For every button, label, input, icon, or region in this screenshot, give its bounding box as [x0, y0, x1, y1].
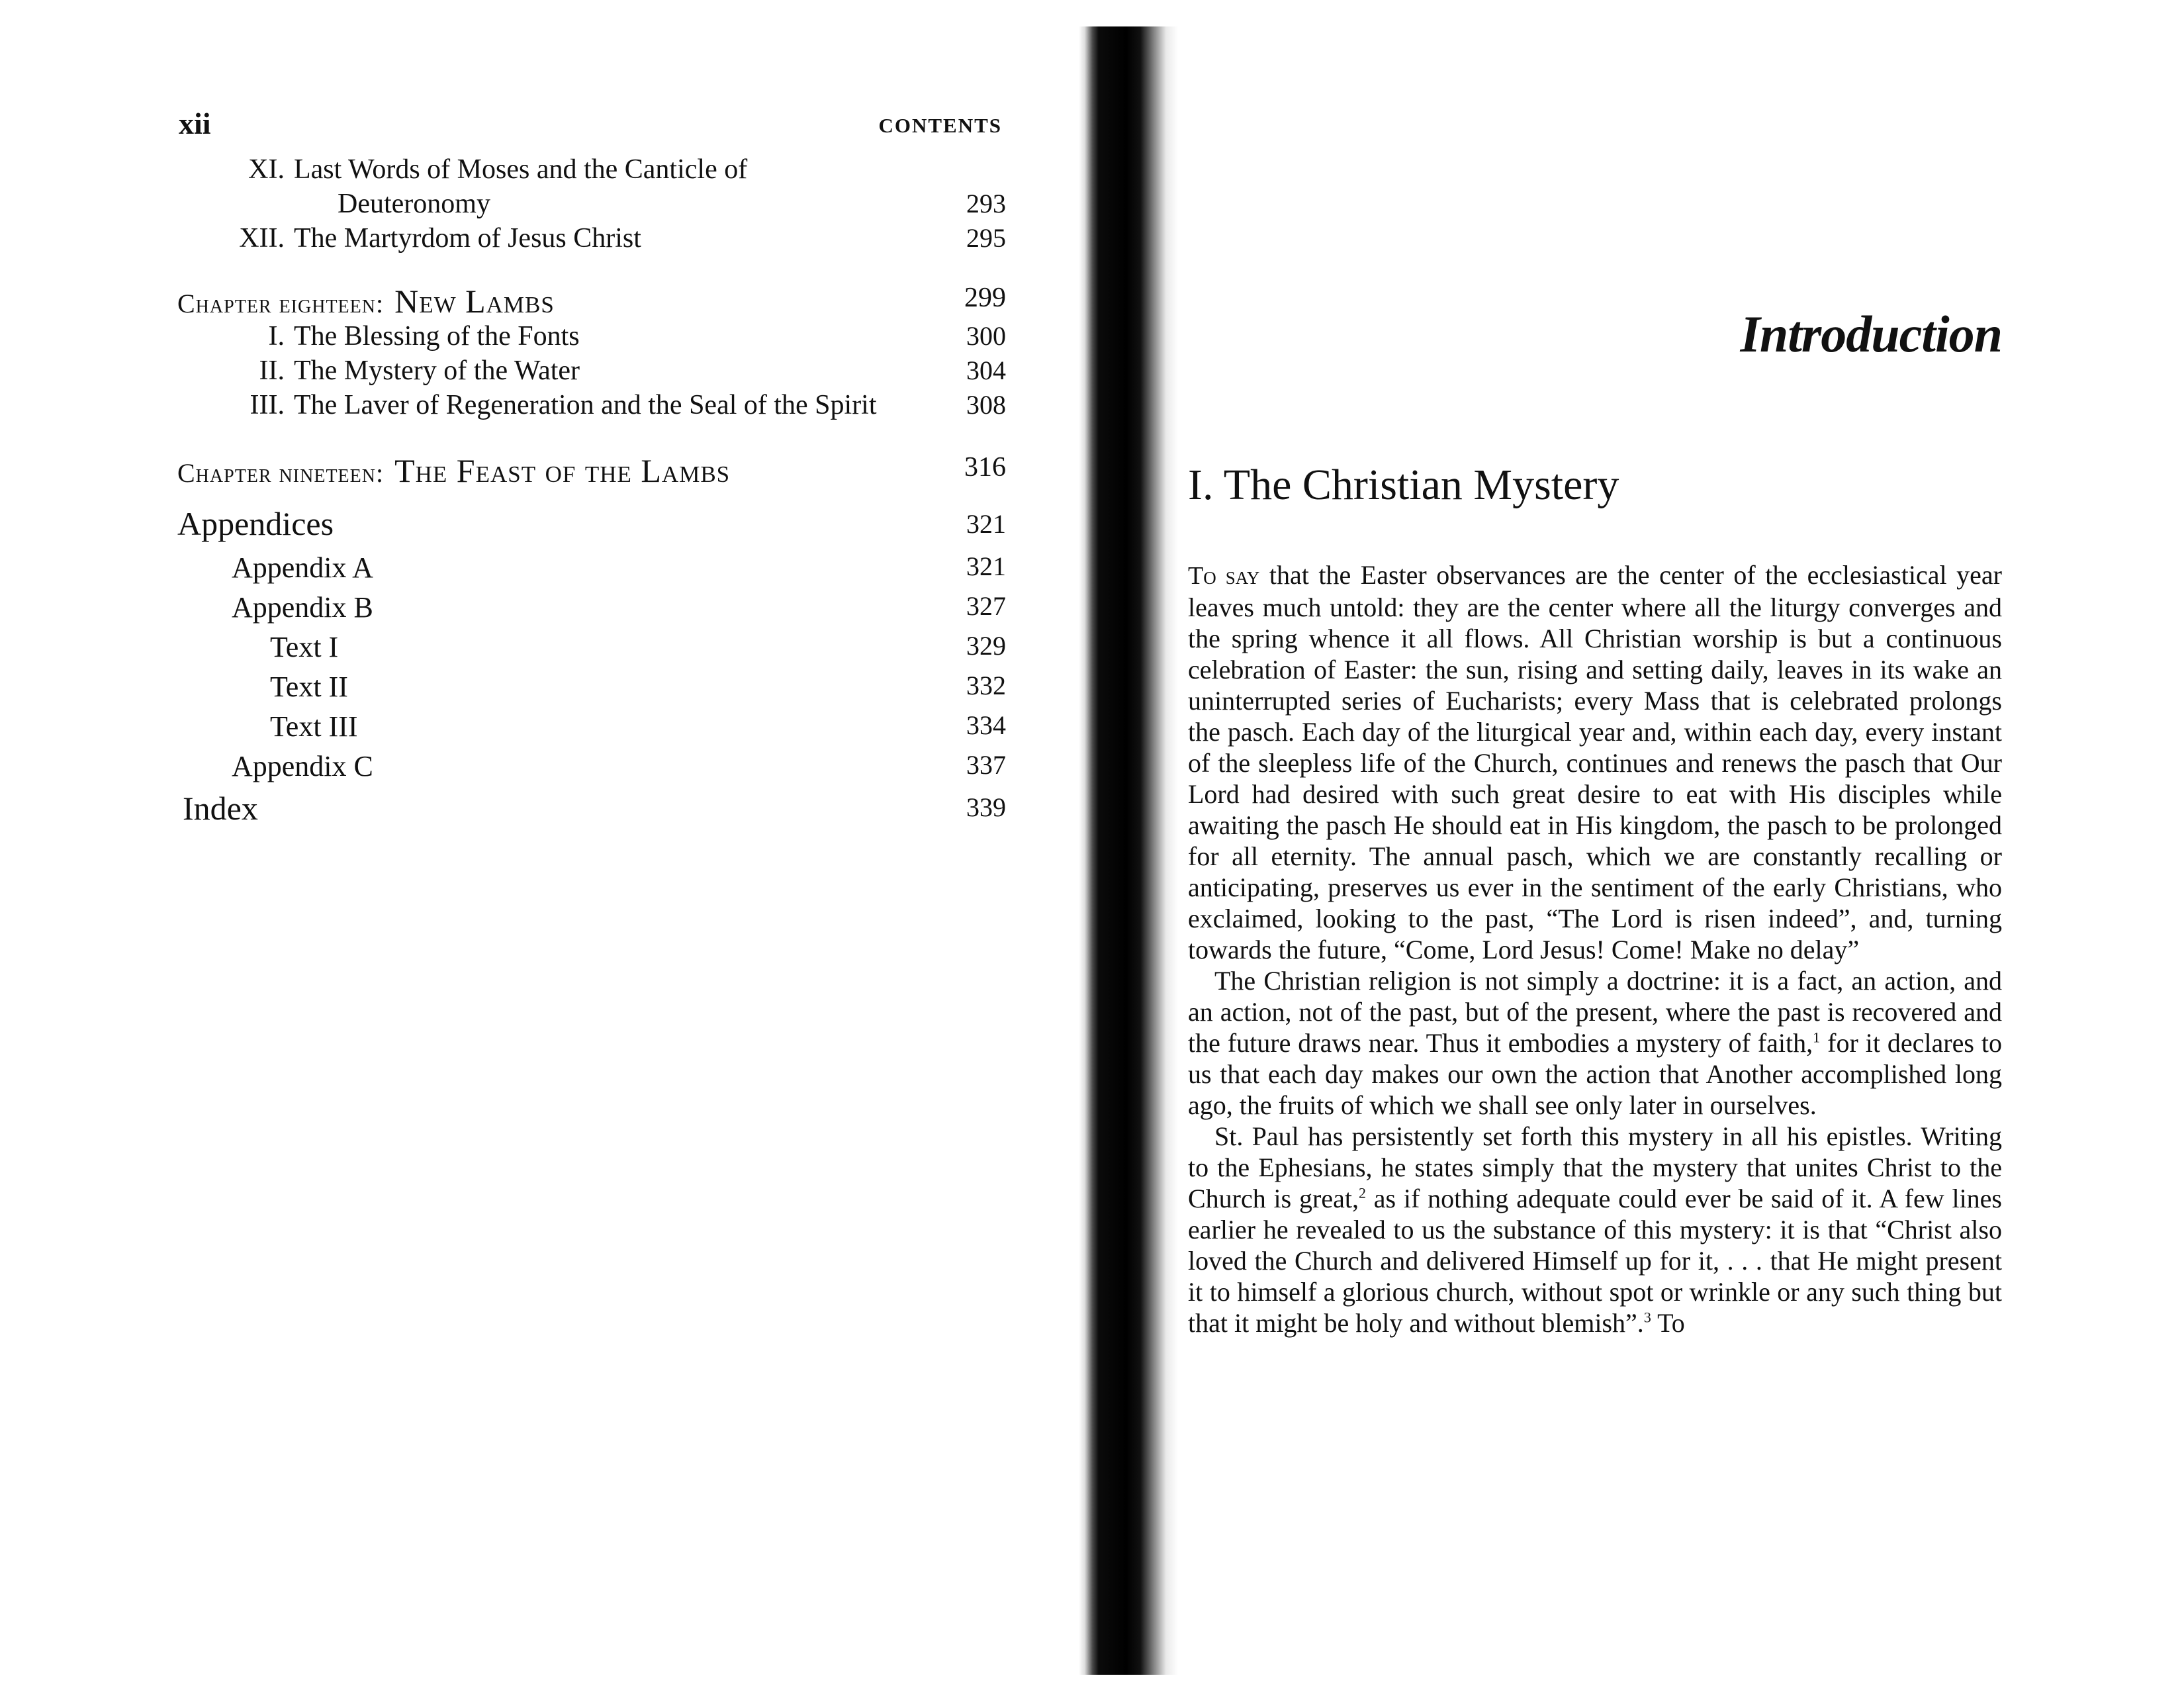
paragraph-text: as if nothing adequate could ever be said of it. A few lines earlier he revealed to us the substance of this mystery: it is that “Christ also loved the Church and delivered Himself up for it, . . . that He might present it to himself a glorious church, without spot or wrinkle or any such thing but that it might be holy and without blemish”. [1188, 1184, 2003, 1338]
toc-entry-title: Text I [270, 631, 339, 663]
toc-entry-title: Appendix A [232, 551, 373, 584]
toc-entry [172, 221, 1006, 256]
toc-entry-page: 304 [966, 355, 1006, 385]
footnote-marker: 3 [1643, 1309, 1651, 1326]
footnote-marker: 1 [1813, 1029, 1821, 1046]
toc-entry-title: Appendix B [232, 591, 373, 624]
body-text [1188, 559, 2002, 1338]
toc-entry-title: The Laver of Regeneration and the Seal of the Spirit [294, 390, 877, 420]
chapter-title: New Lambs [394, 283, 555, 320]
chapter-label: Chapter nineteen: [177, 458, 385, 488]
toc-entry [172, 670, 1006, 710]
toc-entry-number: XII. [239, 223, 285, 254]
running-head [172, 99, 1006, 152]
toc-entry-title: Last Words of Moses and the Canticle of [294, 154, 748, 185]
toc-entry-page: 332 [966, 671, 1006, 700]
toc-entry-title: Appendices [177, 505, 334, 542]
chapter-title: The Feast of the Lambs [394, 452, 731, 489]
contents-page [172, 99, 1006, 829]
toc-chapter-eighteen [172, 273, 1006, 319]
toc-entry-page: 329 [966, 631, 1006, 661]
toc-entry-continuation [172, 187, 1006, 221]
paragraph [1188, 965, 2002, 1121]
book-gutter-shadow [1079, 26, 1178, 1675]
toc-entry-title-continued: Deuteronomy [338, 189, 490, 219]
toc-entry-page: 327 [966, 591, 1006, 621]
toc-entry-page: 300 [966, 321, 1006, 351]
toc-entry [172, 319, 1006, 353]
toc-entry-number: III. [250, 390, 285, 420]
toc-entry-page: 321 [966, 509, 1006, 539]
paragraph-text: for it declares to us that each day makes our own the action that Another accomplished long ago, the fruits of which we shall see only later in ourselves. [1188, 1028, 2003, 1120]
toc-entry-number: II. [259, 355, 285, 386]
toc-appendices [172, 500, 1006, 551]
paragraph [1188, 559, 2002, 965]
page-folio: xii [179, 107, 211, 140]
toc-entry-title: The Martyrdom of Jesus Christ [294, 223, 641, 254]
toc-entry-page: 308 [966, 390, 1006, 420]
toc-entry-title: Index [183, 790, 258, 827]
toc-entry-page: 339 [966, 792, 1006, 822]
toc-entry-title: Appendix C [232, 750, 373, 782]
chapter-heading: Introduction [1740, 305, 2002, 363]
footnote-marker: 2 [1359, 1184, 1366, 1201]
running-title: CONTENTS [878, 114, 1002, 137]
toc-entry-number: I. [268, 321, 285, 352]
toc-entry-page: 334 [966, 710, 1006, 740]
paragraph-text: To [1651, 1308, 1685, 1338]
toc-entry [172, 630, 1006, 670]
toc-entry-page: 321 [966, 551, 1006, 581]
toc-entry [172, 388, 1006, 422]
chapter-page: 316 [964, 452, 1006, 483]
toc-entry [172, 152, 1006, 187]
toc-entry-page: 337 [966, 750, 1006, 780]
toc-entry-number: XI. [248, 154, 285, 185]
toc-index [172, 789, 1006, 829]
toc-entry [172, 353, 1006, 388]
toc-entry-title: The Mystery of the Water [294, 355, 580, 386]
toc-entry-page: 295 [966, 223, 1006, 253]
toc-entry-title: The Blessing of the Fonts [294, 321, 580, 352]
toc-entry [172, 590, 1006, 630]
paragraph [1188, 1121, 2002, 1338]
toc-entry [172, 551, 1006, 590]
chapter-label: Chapter eighteen: [177, 289, 385, 318]
toc-chapter-nineteen [172, 442, 1006, 500]
toc-entry-title: Text II [270, 671, 348, 703]
paragraph-text: that the Easter observances are the center of the ecclesiastical year leaves much untold: they are the center where all the liturgy converges and the spring whence it all flows. All Christian worship is but a continuous celebration of Easter: the sun, rising and setting daily, leaves in its wake an uninterrupted series of Eucharists; every Mass that is celebrated prolongs the pasch. Each day of the liturgical year and, within each day, every instant of the sleepless life of the Church, continues and renews the pasch that Our Lord had desired with such great desire to eat with His disciples while awaiting the pasch He should eat in His kingdom, the pasch to be prolonged for all eternity. The annual pasch, which we are constantly recalling or anticipating, preserves us ever in the sentiment of the early Christians, who exclaimed, looking to the past, “The Lord is risen indeed”, and, turning towards the future, “Come, Lord Jesus! Come! Make no delay” [1188, 560, 2002, 964]
toc-entry [172, 710, 1006, 749]
small-caps-lead: To say [1188, 562, 1260, 590]
toc-entry [172, 749, 1006, 789]
paragraph-text: St. Paul has persistently set forth this mystery in all his epistles. Writing to the Ephesians, he states simply that the mystery that unites Christ to the Church is great, [1188, 1121, 2002, 1213]
paragraph-text: The Christian religion is not simply a doctrine: it is a fact, an action, and an action, not of the past, but of the present, where the past is recovered and the future draws near. Thus it embodies a mystery of faith, [1188, 966, 2002, 1058]
chapter-page: 299 [964, 283, 1006, 313]
toc-entry-page: 293 [966, 189, 1006, 218]
toc-entry-title: Text III [270, 710, 358, 743]
section-heading: I. The Christian Mystery [1188, 461, 1619, 509]
